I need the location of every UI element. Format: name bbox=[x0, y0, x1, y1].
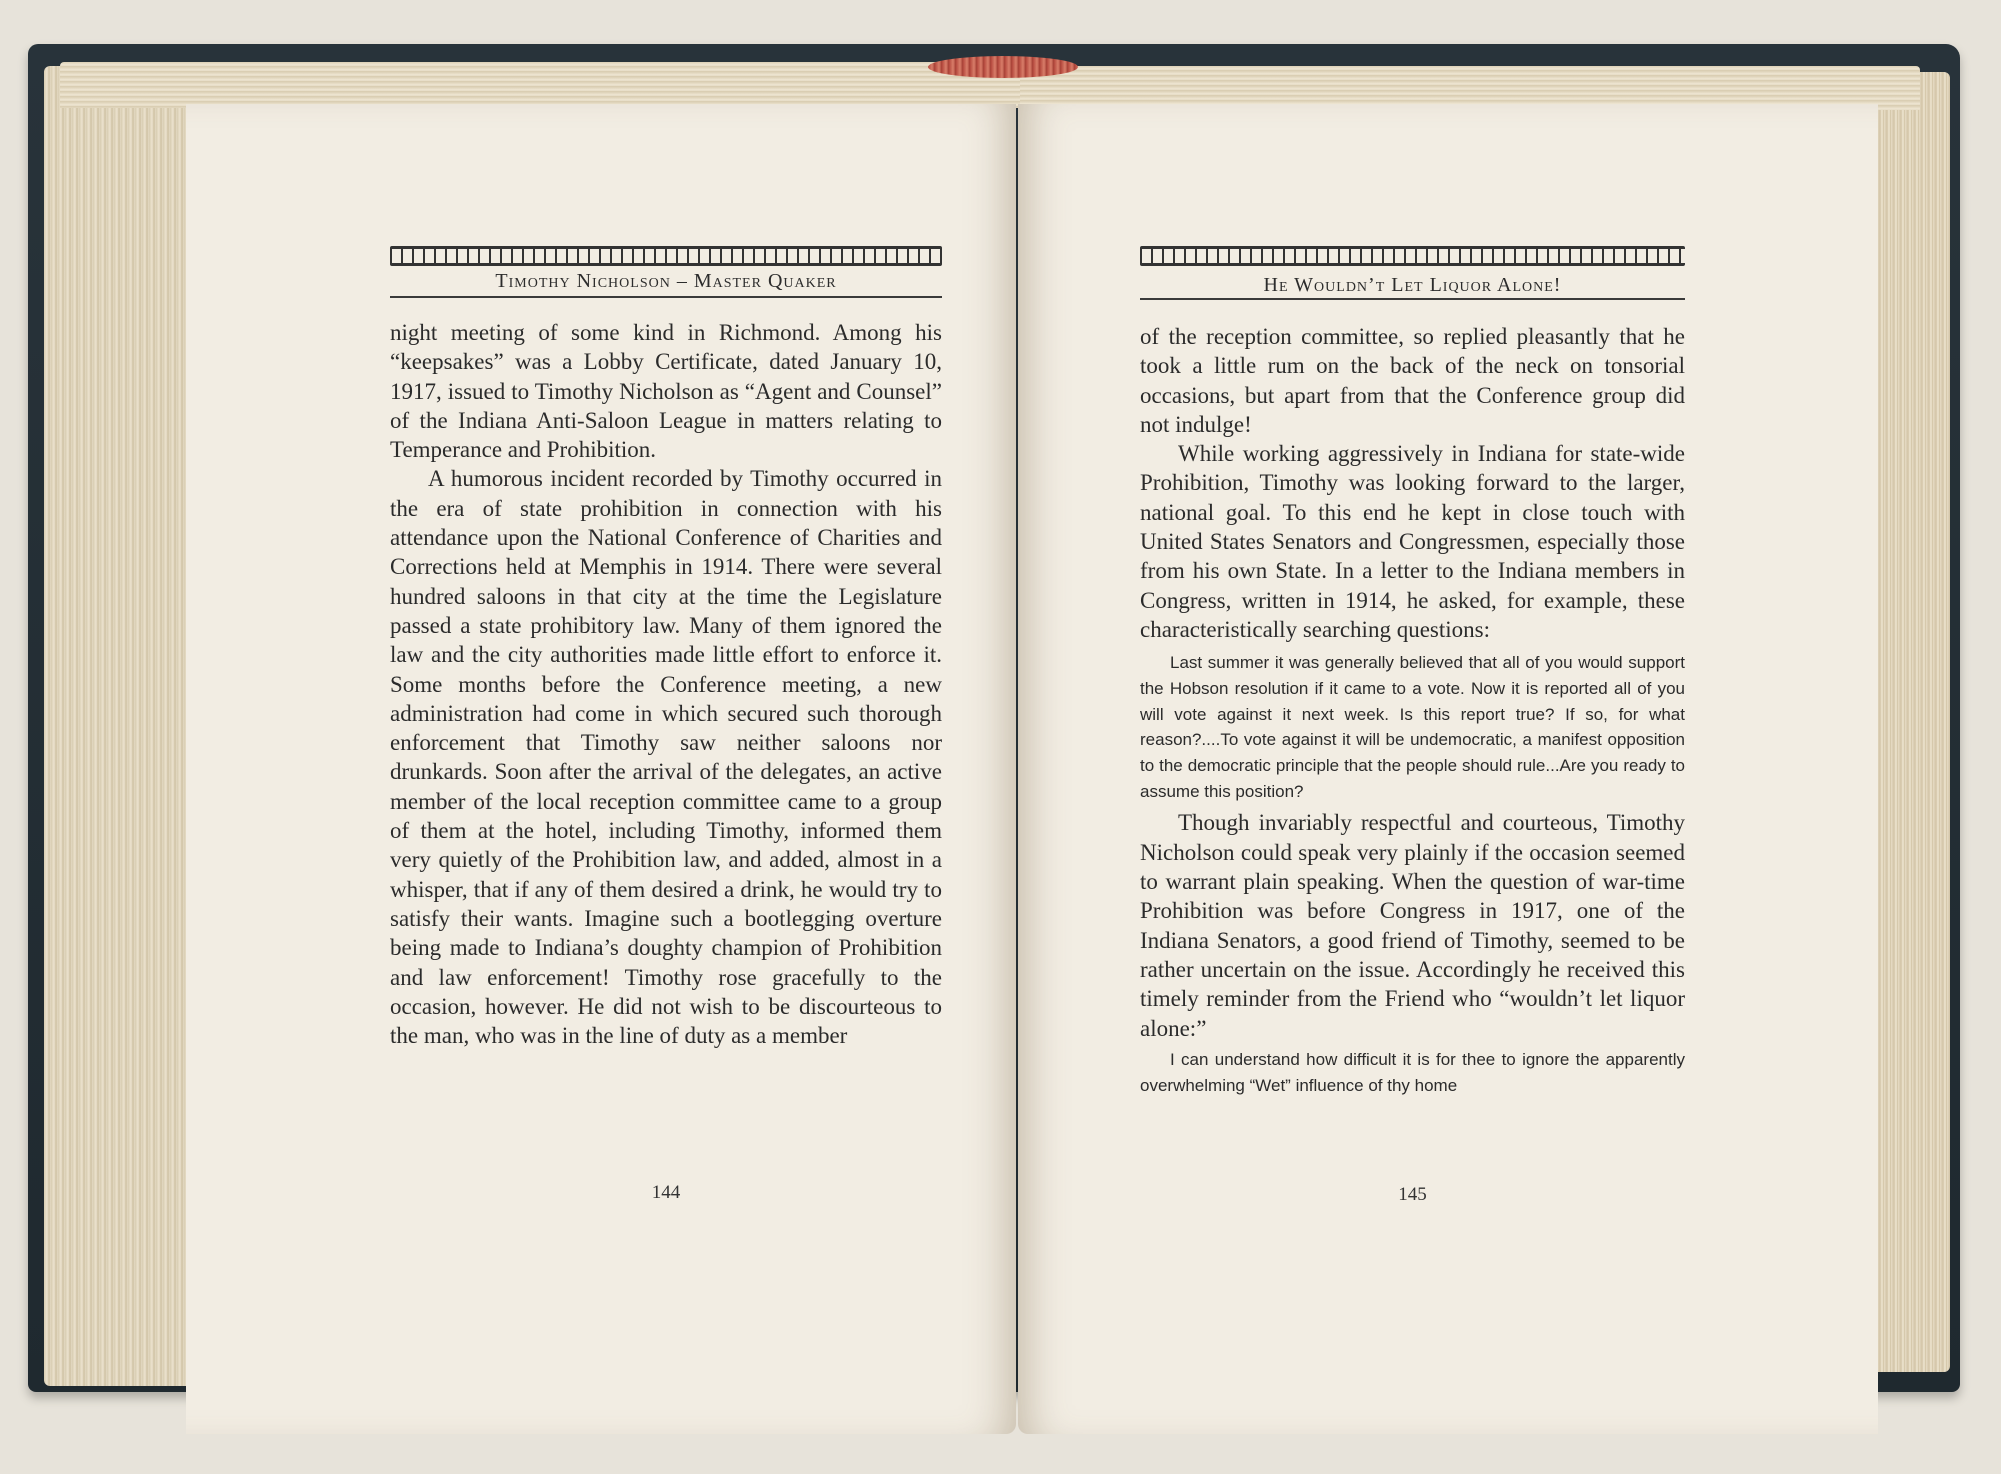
right-running-head: He Wouldn’t Let Liquor Alone! bbox=[1263, 274, 1562, 296]
left-page-number: 144 bbox=[651, 1182, 681, 1203]
left-header-rule bbox=[390, 296, 942, 298]
right-page-number: 145 bbox=[1398, 1184, 1427, 1205]
left-header-ornament bbox=[390, 246, 942, 266]
left-running-head: Timothy Nicholson – Master Quaker bbox=[495, 270, 837, 292]
left-paragraph-1: night meeting of some kind in Richmond. Among his “keepsakes” was a Lobby Certificate, dated January 10, 1917, issued to Timothy Nicholson as “Agent and Counsel” of the Indiana Anti-Saloon League in matters relating to Temperance and Prohibition. bbox=[390, 320, 942, 463]
right-body-text bbox=[1140, 322, 1685, 1098]
headband bbox=[928, 56, 1078, 78]
right-quote-1: Last summer it was generally believed that all of you would support the Hobson resolution if it came to a vote. Now it is reported all of you will vote against it next week. Is this report true? If so, for what reason?....To vote against it will be undemocratic, a manifest opposition to the democratic principle that the people should rule...Are you ready to assume this position? bbox=[1140, 653, 1685, 801]
right-header-ornament bbox=[1140, 246, 1685, 266]
right-quote-2: I can understand how difficult it is for thee to ignore the apparently overwhelming “Wet” influence of thy home bbox=[1140, 1049, 1685, 1095]
right-header-rule bbox=[1140, 298, 1685, 300]
left-body-text bbox=[390, 318, 942, 1050]
right-paragraph-1: of the reception committee, so replied pleasantly that he took a little rum on the back of the neck on tonsorial occasions, but apart from that the Conference group did not indulge! bbox=[1140, 324, 1685, 437]
right-paragraph-2: While working aggressively in Indiana for state-wide Prohibition, Timothy was looking forward to the larger, national goal. To this end he kept in close touch with United States Senators and Congressmen, especially those from his own State. In a letter to the Indiana members in Congress, written in 1914, he asked, for example, these characteristically searching questions: bbox=[1140, 441, 1685, 642]
left-paragraph-2: A humorous incident recorded by Timothy occurred in the era of state prohibition in connection with his attendance upon the National Conference of Charities and Corrections held at Memphis in 1914. There were several hundred saloons in that city at the time the Legislature passed a state prohibitory law. Many of them ignored the law and the city authorities made little effort to enforce it. Some months before the Conference meeting, a new administration had come in which secured such thorough enforcement that Timothy saw neither saloons nor drunkards. Soon after the arrival of the delegates, an active member of the local reception committee came to a group of them at the hotel, including Timothy, informed them very quietly of the Prohibition law, and added, almost in a whisper, that if any of them desired a drink, he would try to satisfy their wants. Imagine such a bootlegging overture being made to Indiana’s doughty champion of Prohibition and law enforcement! Timothy rose gracefully to the occasion, however. He did not wish to be discourteous to the man, who was in the line of duty as a member bbox=[390, 466, 942, 1049]
page-edges-right bbox=[1870, 72, 1950, 1372]
page-edges-top-left bbox=[60, 62, 1020, 108]
right-paragraph-3: Though invariably respectful and courteous, Timothy Nicholson could speak very plainly if the occasion seemed to warrant plain speaking. When the question of war-time Prohibition was before Congress in 1917, one of the Indiana Senators, a good friend of Timothy, seemed to be rather uncertain on the issue. Accordingly he received this timely reminder from the Friend who “wouldn’t let liquor alone:” bbox=[1140, 810, 1685, 1041]
